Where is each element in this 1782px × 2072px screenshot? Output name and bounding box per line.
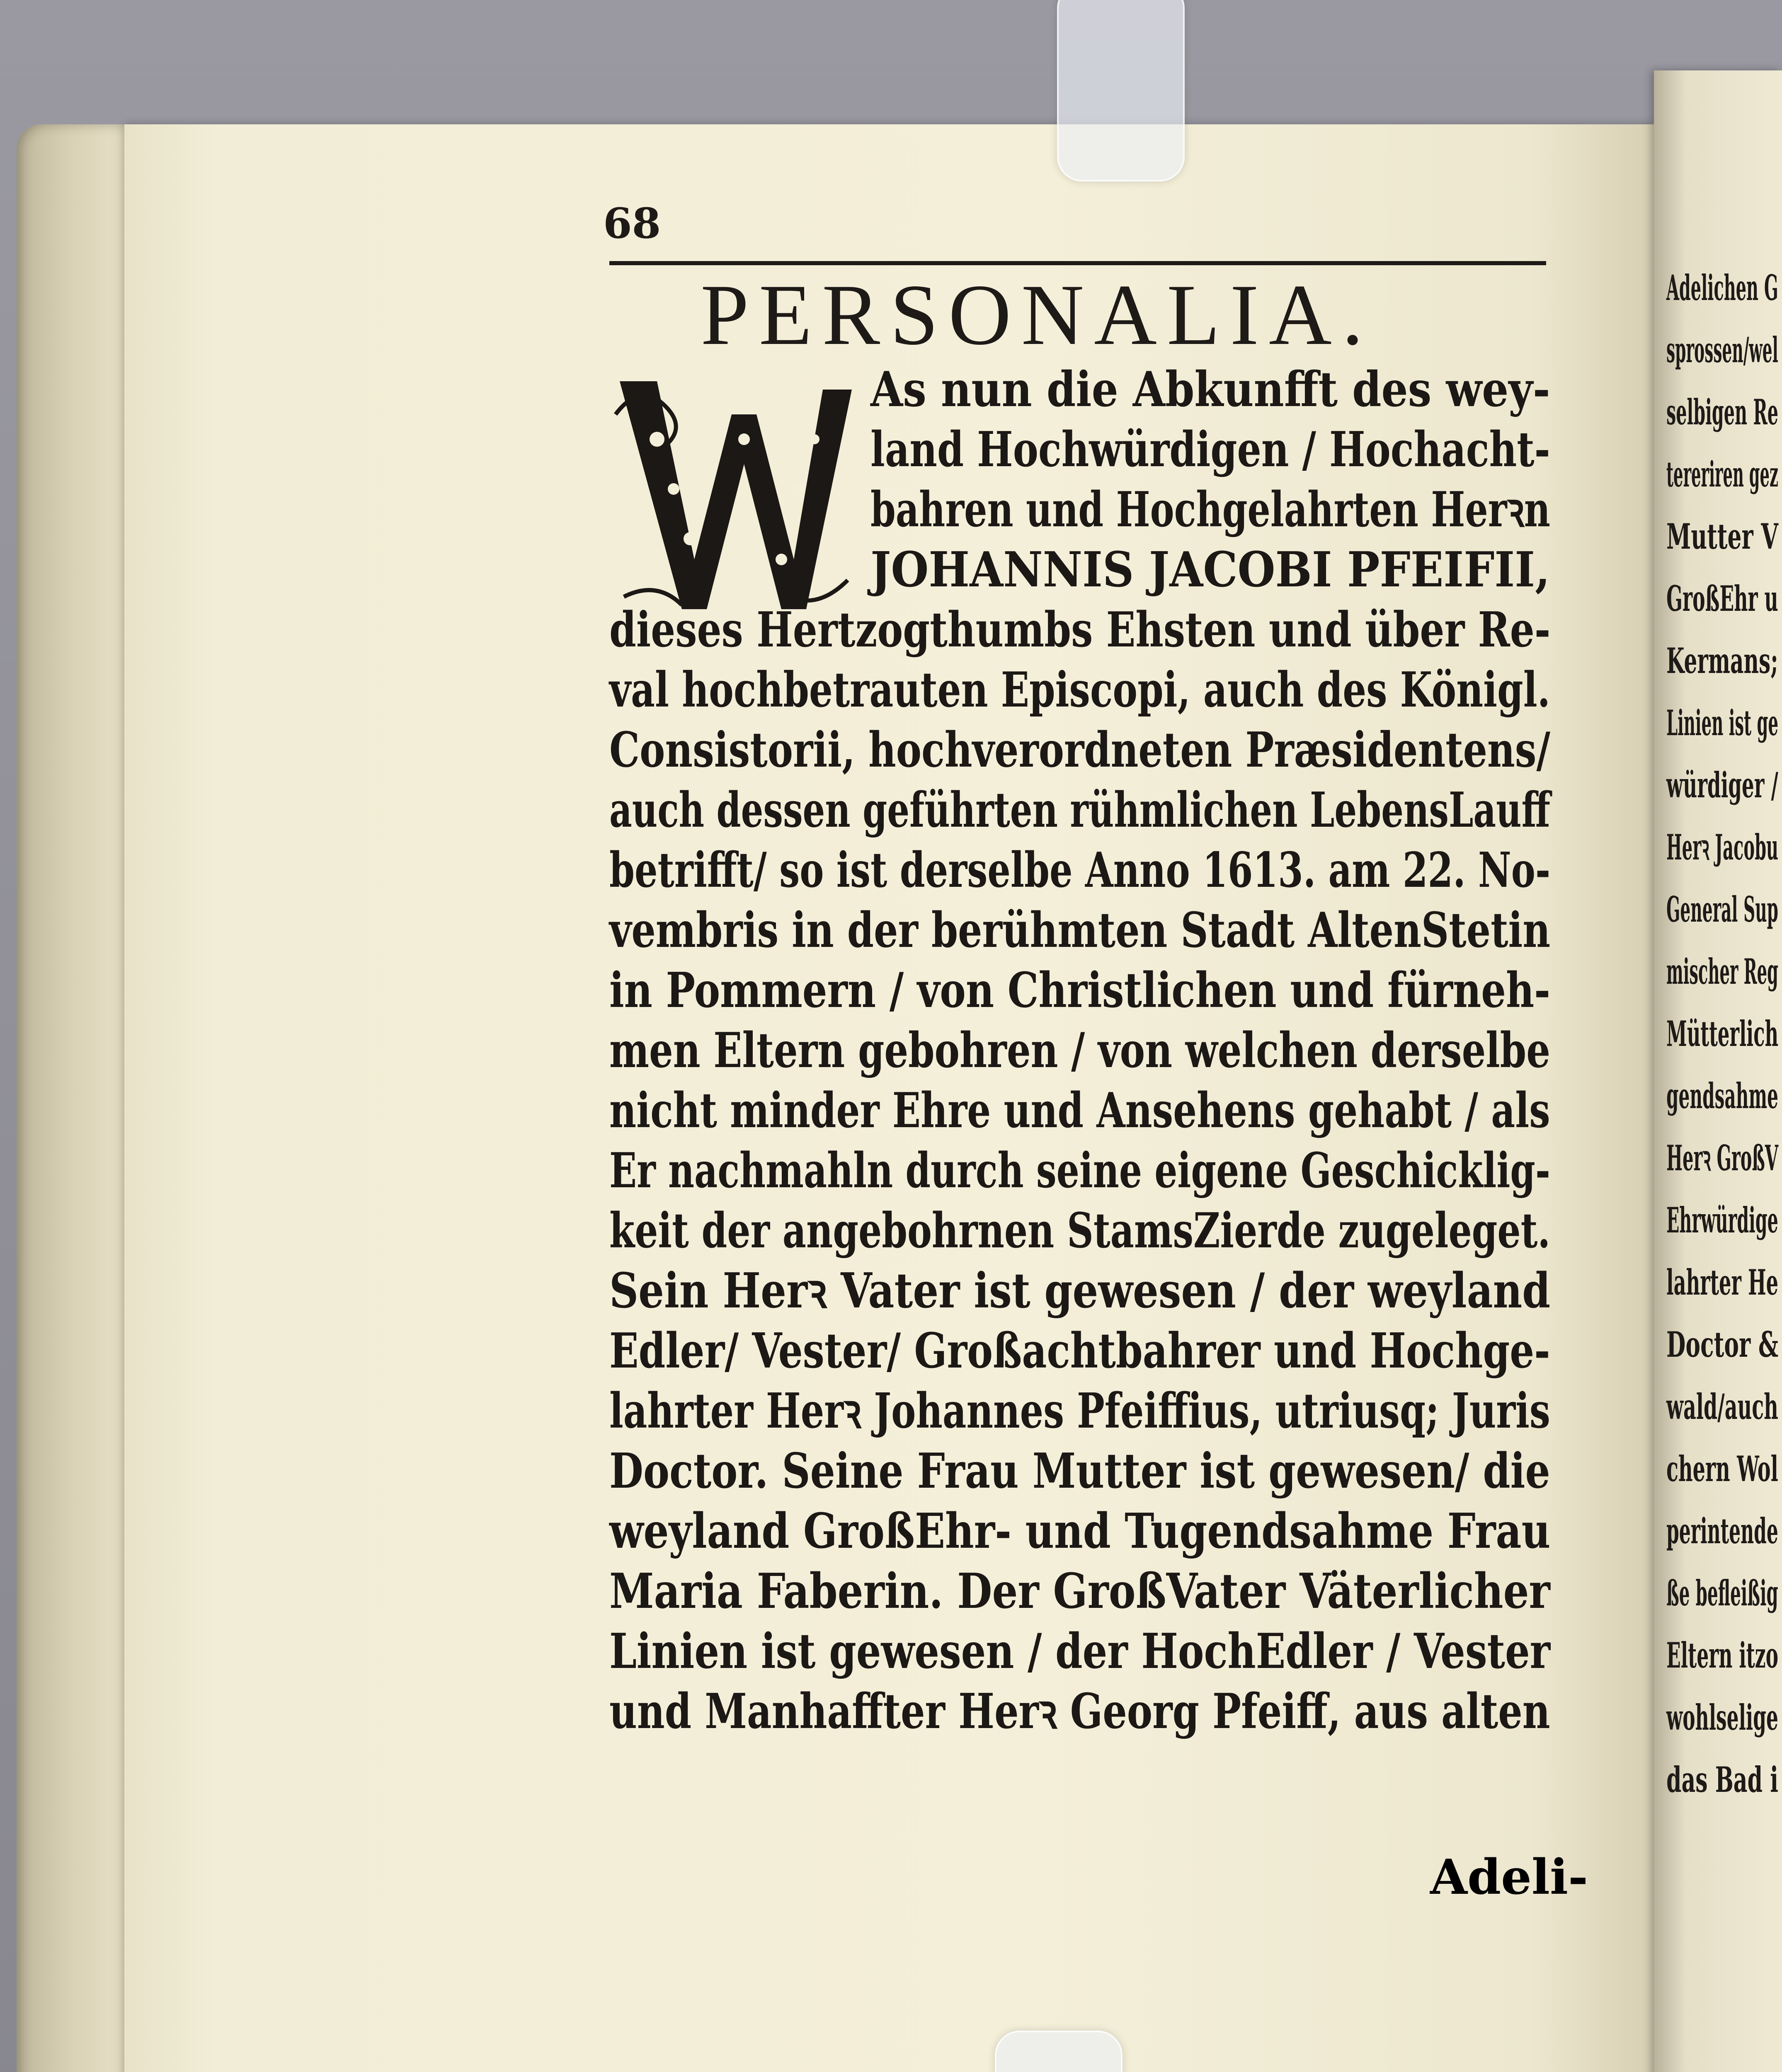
right-page-line: tereriren gez (1666, 454, 1779, 495)
page-clip-top (1057, 0, 1185, 182)
right-page-line: sprossen/wel (1666, 329, 1778, 370)
right-page-line: Doctor & (1666, 1324, 1779, 1365)
page-title: PERSONALIA. (701, 267, 1374, 363)
page-clip-bottom (995, 2031, 1123, 2072)
text-line: As nun die Abkunfft des wey- (870, 361, 1550, 418)
text-line: land Hochwürdigen / Hochacht- (870, 421, 1550, 478)
right-page-line: selbigen Re (1666, 392, 1779, 433)
text-line: Er nachmahln durch seine eigene Geschicklig- (609, 1143, 1550, 1199)
right-page-line: wohlselige (1666, 1697, 1779, 1738)
text-line: in Pommern / von Christlichen und fürneh- (609, 962, 1551, 1019)
right-page-line: Linien ist ge (1666, 702, 1779, 743)
text-line: und Manhaffter Herꝛ Georg Pfeiff, aus alten (609, 1683, 1550, 1740)
text-line: keit der angebohrnen StamsZierde zugeleget. (609, 1203, 1551, 1259)
text-line: bahren und Hochgelahrten Herꝛn (870, 482, 1550, 538)
text-line: Linien ist gewesen / der HochEdler / Vester (609, 1623, 1551, 1680)
right-page-line: Kermans; (1666, 640, 1778, 681)
right-page-line: Mütterlich (1666, 1013, 1779, 1054)
text-line: nicht minder Ehre und Ansehens gehabt / als (609, 1082, 1550, 1139)
right-page-line: Eltern itzo (1666, 1635, 1779, 1676)
page-number: 68 (603, 199, 661, 248)
catchword: Adeli- (1430, 1849, 1588, 1905)
right-page-line: wald/auch (1666, 1386, 1778, 1427)
right-page-line: perintende (1666, 1510, 1778, 1552)
text-line: JOHANNIS JACOBI PFEIFII, (870, 542, 1550, 598)
text-line: betrifft/ so ist derselbe Anno 1613. am 22. No- (609, 842, 1551, 898)
right-page-line: Adelichen G (1666, 267, 1778, 308)
right-page-line: das Bad i (1666, 1759, 1779, 1800)
text-line: Edler/ Vester/ Großachtbahrer und Hochge- (609, 1323, 1550, 1379)
right-page-line: gendsahme (1666, 1075, 1779, 1116)
text-line: Maria Faberin. Der GroßVater Väterlicher (609, 1563, 1550, 1619)
right-page-line: ße befleißig (1666, 1573, 1778, 1614)
text-line: auch dessen geführten rühmlichen LebensLauff (609, 782, 1550, 838)
right-page-line: würdiger / (1666, 765, 1778, 806)
right-page-line: GroßEhr u (1666, 578, 1778, 619)
right-page-line: lahrter He (1666, 1262, 1779, 1303)
text-line: weyland GroßEhr- und Tugendsahme Frau (609, 1503, 1551, 1559)
right-page-line: Herꝛ Jacobu (1666, 827, 1779, 868)
text-line: Consistorii, hochverordneten Præsidentens/ (609, 722, 1550, 778)
decorated-initial-w-icon (607, 365, 860, 622)
right-page-line: Herꝛ GroßV (1666, 1138, 1779, 1179)
text-line: lahrter Herꝛ Johannes Pfeiffius, utriusq; Juris (609, 1383, 1550, 1439)
right-page-line: chern Wol (1666, 1448, 1778, 1489)
text-line: Doctor. Seine Frau Mutter ist gewesen/ die (609, 1443, 1550, 1499)
right-page-line: mischer Reg (1666, 951, 1779, 992)
text-line: vembris in der berühmten Stadt AltenStetin (609, 902, 1551, 959)
right-page-line: Mutter V (1666, 516, 1778, 557)
right-page-line: Ehrwürdige (1666, 1200, 1778, 1241)
header-rule (609, 261, 1546, 265)
text-line: val hochbetrauten Episcopi, auch des Königl. (609, 662, 1550, 718)
text-line: men Eltern gebohren / von welchen derselbe (609, 1022, 1550, 1079)
right-page-line: General Sup (1666, 889, 1779, 930)
text-line: Sein Herꝛ Vater ist gewesen / der weyland (609, 1263, 1551, 1319)
text-line: dieses Hertzogthumbs Ehsten und über Re- (609, 602, 1551, 658)
